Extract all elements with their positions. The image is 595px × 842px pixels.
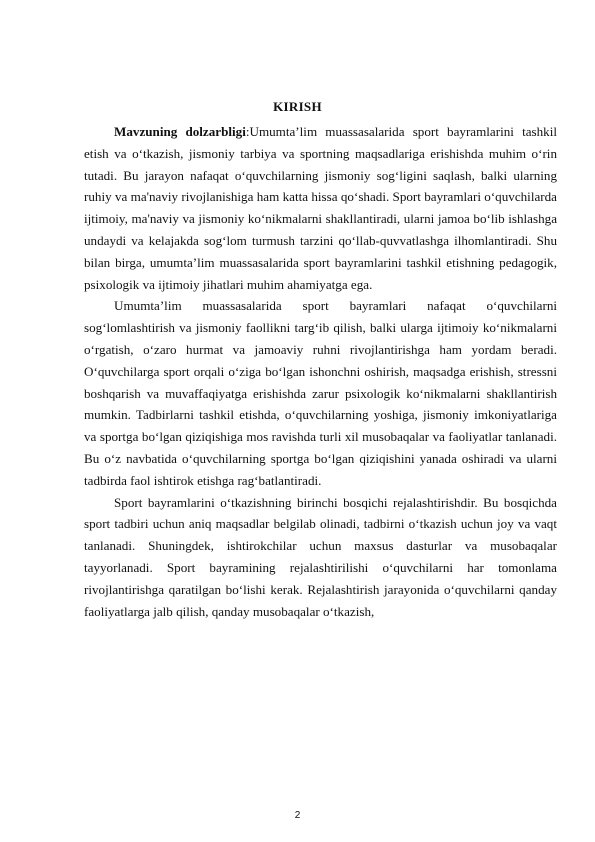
- paragraph-text: Sport bayramlarini o‘tkazishning birinchi bosqichi rejalashtirishdir. Bu bosqichda sport tadbiri uchun aniq maqsadlar belgilab olinadi, tadbirni o‘tkazish uchun joy va vaqt tanlanadi. Shuningdek, ishtirokchilar uchun maxsus dasturlar va musobaqalar tayyorlanadi. Sport bayramining rejalashtirilishi o‘quvchilarni har tomonlama rivojlantirishga qaratilgan bo‘lishi kerak. Rejalashtirish jarayonida o‘quvchilarni qanday faoliyatlarga jalb qilish, qanday musobaqalar o‘tkazish,: [84, 494, 557, 619]
- paragraph-3: [84, 492, 557, 623]
- paragraph-1: [84, 121, 557, 295]
- paragraph-2: [84, 295, 557, 491]
- section-heading: KIRISH: [273, 99, 322, 114]
- paragraph-lead: Mavzuning dolzarbligi: [114, 124, 246, 139]
- body-text: [84, 121, 557, 622]
- page-number: 2: [294, 810, 301, 821]
- paragraph-text: Umumta’lim muassasalarida sport bayramlari nafaqat o‘quvchilarni sog‘lomlashtirish va jismoniy faollikni targ‘ib qilish, balki ularga ijtimoiy ko‘nikmalarni o‘rgatish, o‘zaro hurmat va jamoaviy ruhni rivojlantirishga ham yordam beradi. O‘quvchilarga sport orqali o‘ziga bo‘lgan ishonchni oshirish, maqsadga erishish, stressni boshqarish va muvaffaqiyatga erishishda zarur psixologik ko‘nikmalarni shakllantirish mumkin. Tadbirlarni tashkil etishda, o‘quvchilarning yoshiga, jismoniy imkoniyatlariga va sportga bo‘lgan qiziqishiga mos ravishda turli xil musobaqalar va faoliyatlar tanlanadi. Bu o‘z navbatida o‘quvchilarning sportga bo‘lgan qiziqishini yanada oshiradi va ularni tadbirda faol ishtirok etishga rag‘batlantiradi.: [84, 298, 557, 488]
- paragraph-text: :Umumta’lim muassasalarida sport bayramlarini tashkil etish va o‘tkazish, jismoniy tarbiya va sportning maqsadlariga erishishda muhim o‘rin tutadi. Bu jarayon nafaqat o‘quvchilarning jismoniy sog‘ligini saqlash, balki ularning ruhiy va ma'naviy rivojlanishiga ham katta hissa qo‘shadi. Sport bayramlari o‘quvchilarda ijtimoiy, ma'naviy va jismoniy ko‘nikmalarni shakllantiradi, ularni jamoa bo‘lib ishlashga undaydi va kelajakda sog‘lom turmush tarzini qo‘llab-quvvatlashga ilhomlantiradi. Shu bilan birga, umumta’lim muassasalarida sport bayramlarini tashkil etishning pedagogik, psixologik va ijtimoiy jihatlari muhim ahamiyatga ega.: [84, 124, 557, 292]
